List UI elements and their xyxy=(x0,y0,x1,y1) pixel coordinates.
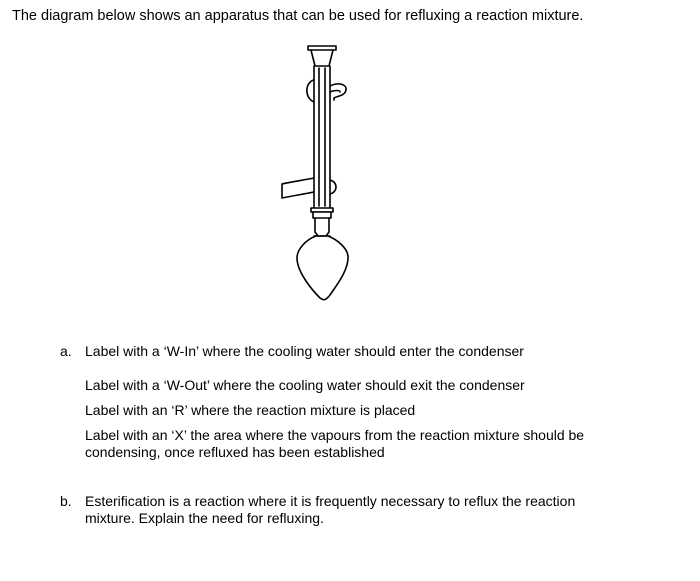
question-a-line-w-in: Label with a ‘W-In’ where the cooling water should enter the condenser xyxy=(85,343,524,359)
reaction-flask xyxy=(297,218,348,300)
question-b-label: b. xyxy=(60,493,72,509)
reflux-apparatus-diagram xyxy=(270,40,380,305)
condenser-bottom-joint xyxy=(311,208,333,218)
question-a-label: a. xyxy=(60,343,72,359)
condenser-lower-side-arm xyxy=(282,178,336,198)
question-b-text: Esterification is a reaction where it is frequently necessary to reflux the reaction mixture. Explain the need for refluxing. xyxy=(85,493,576,526)
intro-text: The diagram below shows an apparatus that can be used for refluxing a reaction mixture. xyxy=(12,8,584,24)
condenser-top-joint xyxy=(308,46,336,66)
question-a-line-r: Label with an ‘R’ where the reaction mixture is placed xyxy=(85,402,416,418)
question-a-line-x: Label with an ‘X’ the area where the vapours from the reaction mixture should be condensing, once refluxed has been established xyxy=(85,427,585,460)
condenser-upper-side-arm xyxy=(307,80,346,102)
condenser-jacket xyxy=(314,66,330,208)
question-a-line-w-out: Label with a ‘W-Out’ where the cooling water should exit the condenser xyxy=(85,377,525,393)
